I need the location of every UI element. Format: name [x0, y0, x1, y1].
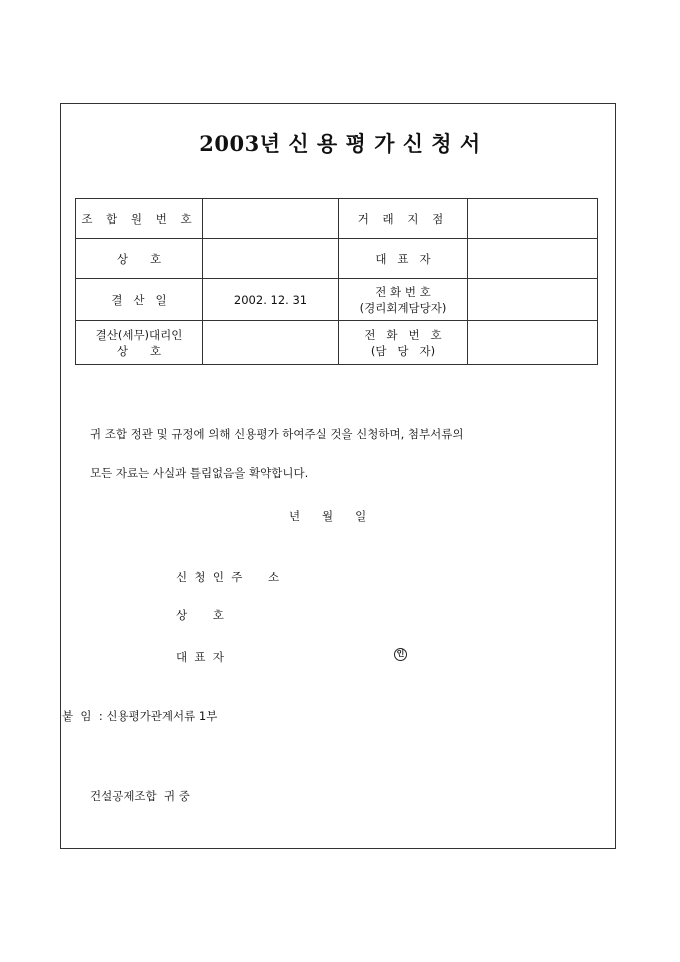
- table-row: [76, 321, 598, 365]
- destination-line: 건설공제조합 귀 중: [90, 789, 190, 803]
- pledge-line-2: 모든 자료는 사실과 틀림없음을 확약합니다.: [90, 466, 309, 480]
- member-number-label: 조 합 원 번 호: [76, 199, 203, 239]
- table-row: [76, 239, 598, 279]
- company-name-value[interactable]: [203, 239, 339, 279]
- tax-agent-label-line1: 결산(세무)대리인: [95, 327, 183, 342]
- accounting-phone-value[interactable]: [468, 279, 598, 321]
- applicant-company-label: 상 호: [176, 608, 224, 622]
- company-name-label: 상 호: [76, 239, 203, 279]
- accounting-phone-label-line2: (경리회계담당자): [359, 300, 447, 315]
- branch-value[interactable]: [468, 199, 598, 239]
- accounting-phone-label-line1: 전 화 번 호: [375, 284, 431, 299]
- contact-phone-value[interactable]: [468, 321, 598, 365]
- contact-phone-label: [339, 321, 468, 365]
- table-row: [76, 199, 598, 239]
- contact-phone-label-line1: 전 화 번 호: [364, 327, 442, 342]
- document-title: 2003년 신 용 평 가 신 청 서: [199, 131, 481, 156]
- tax-agent-label-line2: 상 호: [116, 343, 162, 358]
- member-number-value[interactable]: [203, 199, 339, 239]
- date-line: 년 월 일: [289, 509, 367, 523]
- representative-value[interactable]: [468, 239, 598, 279]
- attachment-note: 붙 임 : 신용평가관계서류 1부: [62, 709, 218, 723]
- applicant-representative-label: 대 표 자: [176, 650, 224, 664]
- settlement-date-label: 결 산 일: [76, 279, 203, 321]
- representative-label: 대 표 자: [339, 239, 468, 279]
- table-row: [76, 279, 598, 321]
- settlement-date-value[interactable]: 2002. 12. 31: [203, 279, 339, 321]
- tax-agent-value[interactable]: [203, 321, 339, 365]
- application-info-table: [75, 198, 598, 365]
- pledge-line-1: 귀 조합 정관 및 규정에 의해 신용평가 하여주실 것을 신청하며, 첨부서류의: [90, 427, 464, 441]
- contact-phone-label-line2: (담 당 자): [370, 343, 436, 358]
- accounting-phone-label: [339, 279, 468, 321]
- tax-agent-label: [76, 321, 203, 365]
- seal-icon: 인: [394, 648, 407, 661]
- applicant-address-label: 신 청 인 주 소: [176, 570, 280, 584]
- branch-label: 거 래 지 점: [339, 199, 468, 239]
